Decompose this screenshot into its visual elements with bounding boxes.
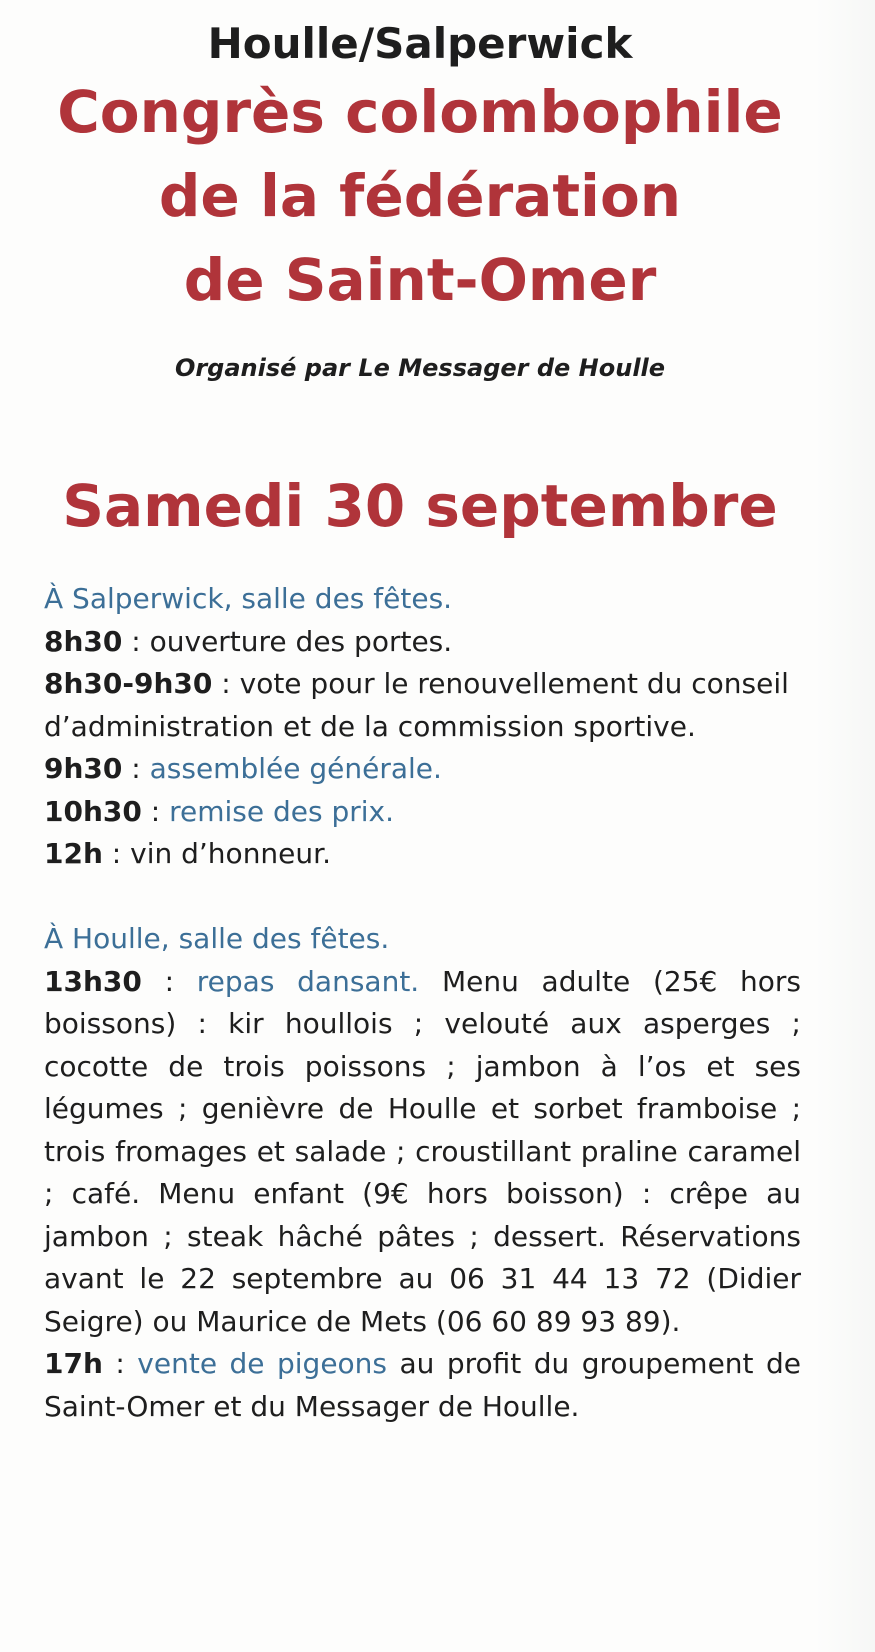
entry-time: 10h30 <box>44 794 142 828</box>
article-header <box>0 18 840 384</box>
entry-highlight: repas dansant. <box>196 964 420 998</box>
entry-separator: : <box>102 1347 138 1380</box>
schedule-entry <box>44 748 801 791</box>
entry-separator: : <box>122 624 150 658</box>
entry-separator: : <box>141 964 197 998</box>
entry-time: 8h30-9h30 <box>44 667 213 700</box>
event-title-line-3: de Saint-Omer <box>183 246 657 314</box>
event-title-line-2: de la fédération <box>158 162 682 230</box>
entry-text: ouverture des portes. <box>149 624 453 658</box>
venue-houlle: À Houlle, salle des fêtes. <box>44 922 390 955</box>
venue-salperwick: À Salperwick, salle des fêtes. <box>44 582 453 615</box>
organizer-line: Organisé par Le Messager de Houlle <box>174 354 666 382</box>
entry-text: Menu adulte (25€ hors boissons) : kir houllois ; velouté aux asperges ; cocotte de trois poissons ; jambon à l’os et ses légumes ; genièvre de Houlle et sorbet framboise ; trois fromages et salade ; croustillant praline caramel ; café. Menu enfant (9€ hors boisson) : crêpe au jambon ; steak hâché pâtes ; dessert. Réservations avant le 22 septembre au 06 31 44 13 72 (Didier Seigre) ou Maurice de Mets (06 60 89 93 89). <box>44 964 802 1338</box>
event-title-line-1: Congrès colombophile <box>57 78 783 146</box>
entry-text: au profit du groupement de Saint-Omer et du Messager de Houlle. <box>44 1347 801 1423</box>
entry-highlight: assemblée générale. <box>149 752 442 785</box>
entry-time: 17h <box>44 1347 103 1380</box>
entry-time: 8h30 <box>44 624 123 658</box>
entry-separator: : <box>141 794 170 828</box>
section-salperwick <box>44 578 801 876</box>
entry-separator: : <box>122 752 150 785</box>
entry-time: 13h30 <box>44 964 142 998</box>
entry-text: vin d’honneur. <box>130 837 331 870</box>
entry-highlight: vente de pigeons <box>137 1347 388 1380</box>
event-date: Samedi 30 septembre <box>62 472 778 540</box>
section-houlle <box>44 918 801 1428</box>
entry-time: 9h30 <box>44 752 123 785</box>
location-heading: Houlle/Salperwick <box>207 19 633 68</box>
schedule-entry <box>44 621 801 664</box>
entry-separator: : <box>102 837 131 870</box>
entry-time: 12h <box>44 837 103 870</box>
schedule-entry <box>44 961 801 1344</box>
program-schedule <box>44 578 801 1428</box>
entry-text: vote pour le renouvellement du conseil d’administration et de la commission sportive. <box>44 667 789 743</box>
entry-highlight: remise des prix. <box>169 794 395 828</box>
schedule-entry <box>44 833 801 876</box>
schedule-entry <box>44 1343 801 1428</box>
entry-separator: : <box>212 667 240 700</box>
schedule-entry <box>44 663 801 748</box>
schedule-entry <box>44 791 801 834</box>
